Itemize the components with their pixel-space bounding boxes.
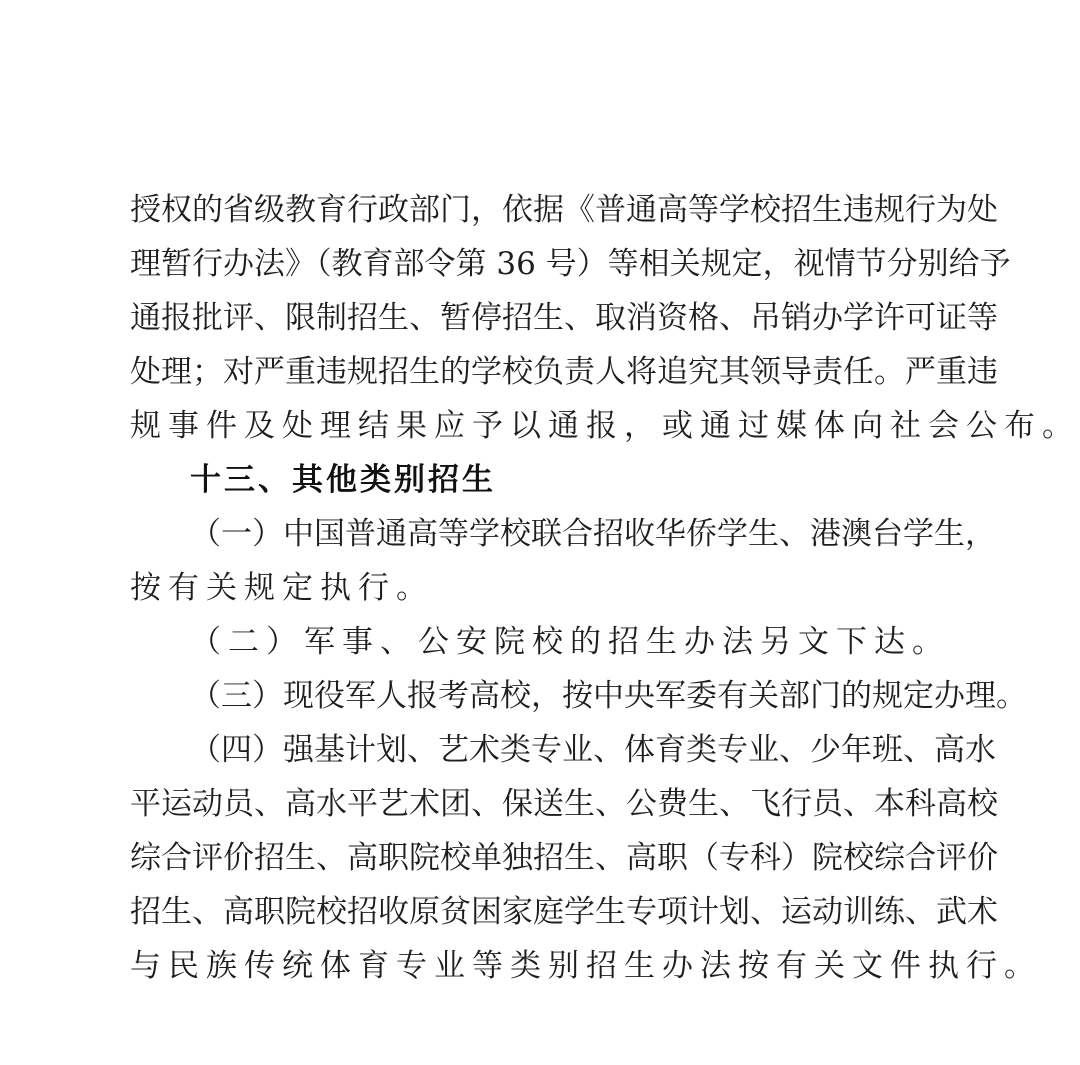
text-line: 与民族传统体育专业等类别招生办法按有关文件执行。 (130, 948, 1042, 984)
text-line: （四）强基计划、艺术类专业、体育类专业、少年班、高水 (190, 732, 996, 768)
text-line: 招生、高职院校招收原贫困家庭学生专项计划、运动训练、武术 (130, 894, 998, 930)
text-line: 通报批评、限制招生、暂停招生、取消资格、吊销办学许可证等 (130, 300, 998, 336)
text-line: 综合评价招生、高职院校单独招生、高职（专科）院校综合评价 (130, 840, 998, 876)
text-line: （二）军事、公安院校的招生办法另文下达。 (190, 624, 950, 660)
text-line: 规事件及处理结果应予以通报，或通过媒体向社会公布。 (130, 408, 1080, 444)
text-line: 理暂行办法》（教育部令第 36 号）等相关规定，视情节分别给予 (130, 246, 1011, 282)
text-line: 处理；对严重违规招生的学校负责人将追究其领导责任。严重违 (130, 354, 998, 390)
text-line: （三）现役军人报考高校，按中央军委有关部门的规定办理。 (190, 678, 1027, 714)
section-heading: 十三、其他类别招生 (190, 462, 496, 498)
text-line: 平运动员、高水平艺术团、保送生、公费生、飞行员、本科高校 (130, 786, 998, 822)
text-line: 授权的省级教育行政部门，依据《普通高等学校招生违规行为处 (130, 192, 998, 228)
text-line: （一）中国普通高等学校联合招收华侨学生、港澳台学生， (190, 516, 996, 552)
text-line: 按有关规定执行。 (130, 570, 434, 606)
